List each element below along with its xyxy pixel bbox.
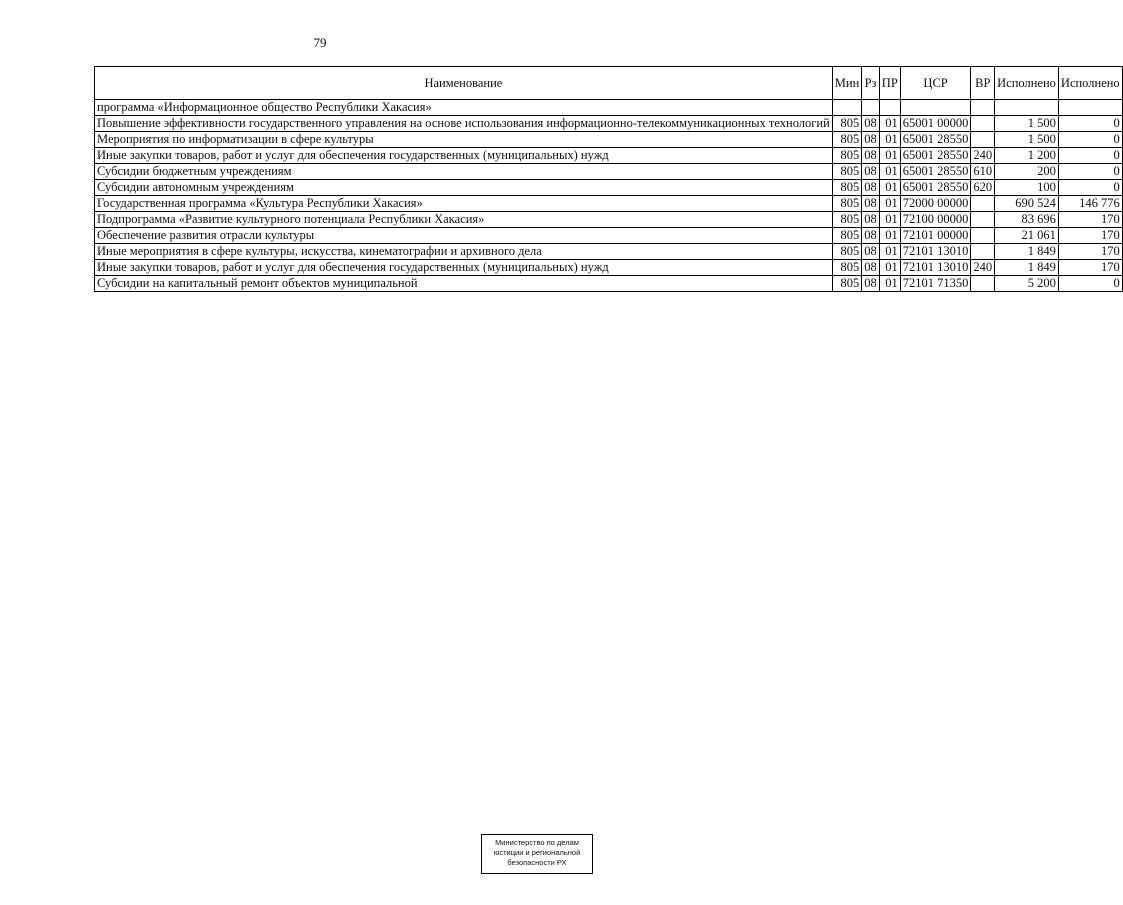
page-number: 79 [313, 35, 327, 50]
row-rz: 08 [862, 228, 880, 244]
row-pr: 01 [879, 228, 900, 244]
row-pr: 01 [879, 148, 900, 164]
row-min: 805 [832, 148, 862, 164]
row-csr: 65001 28550 [900, 148, 971, 164]
row-csr: 65001 28550 [900, 132, 971, 148]
row-exec2: 0 [1058, 148, 1122, 164]
row-csr: 72101 71350 [900, 276, 971, 292]
row-csr: 65001 00000 [900, 116, 971, 132]
col-header-vr: ВР [971, 67, 995, 100]
row-rz [862, 100, 880, 116]
row-pr: 01 [879, 260, 900, 276]
row-vr [971, 132, 995, 148]
row-min: 805 [832, 212, 862, 228]
col-header-exec1: Исполнено [995, 67, 1059, 100]
row-exec2: 146 776 [1058, 196, 1122, 212]
table-row [95, 196, 1123, 212]
row-min: 805 [832, 276, 862, 292]
table-row [95, 180, 1123, 196]
row-exec1: 1 200 [995, 148, 1059, 164]
stamp-line: Министерство по делам [495, 838, 579, 847]
row-min: 805 [832, 116, 862, 132]
col-header-name: Наименование [95, 67, 833, 100]
row-csr: 72101 13010 [900, 244, 971, 260]
row-exec1: 1 500 [995, 116, 1059, 132]
row-rz: 08 [862, 276, 880, 292]
row-vr: 240 [971, 148, 995, 164]
row-name: Иные мероприятия в сфере культуры, искусства, кинематографии и архивного дела [95, 244, 833, 260]
row-name: Обеспечение развития отрасли культуры [95, 228, 833, 244]
row-exec2: 170 [1058, 228, 1122, 244]
row-exec1: 1 849 [995, 260, 1059, 276]
table-row [95, 244, 1123, 260]
row-vr [971, 276, 995, 292]
row-name: Иные закупки товаров, работ и услуг для обеспечения государственных (муниципальных) нужд [95, 260, 833, 276]
row-exec2: 0 [1058, 180, 1122, 196]
row-exec1: 200 [995, 164, 1059, 180]
row-exec1: 1 849 [995, 244, 1059, 260]
row-csr: 65001 28550 [900, 180, 971, 196]
row-name: программа «Информационное общество Республики Хакасия» [95, 100, 833, 116]
row-rz: 08 [862, 148, 880, 164]
row-csr: 72101 13010 [900, 260, 971, 276]
row-exec1: 1 500 [995, 132, 1059, 148]
table-row [95, 212, 1123, 228]
row-rz: 08 [862, 116, 880, 132]
row-csr: 72101 00000 [900, 228, 971, 244]
row-min: 805 [832, 164, 862, 180]
row-pr: 01 [879, 180, 900, 196]
row-rz: 08 [862, 244, 880, 260]
table-row [95, 148, 1123, 164]
row-min: 805 [832, 180, 862, 196]
row-min [832, 100, 862, 116]
col-header-exec2: Исполнено [1058, 67, 1122, 100]
row-rz: 08 [862, 212, 880, 228]
row-name: Субсидии бюджетным учреждениям [95, 164, 833, 180]
row-name: Повышение эффективности государственного управления на основе использования информационно-телекоммуникационных технологий [95, 116, 833, 132]
row-name: Мероприятия по информатизации в сфере культуры [95, 132, 833, 148]
row-vr: 610 [971, 164, 995, 180]
row-vr [971, 228, 995, 244]
row-min: 805 [832, 228, 862, 244]
table-row [95, 164, 1123, 180]
row-min: 805 [832, 244, 862, 260]
row-exec1: 83 696 [995, 212, 1059, 228]
row-exec1: 5 200 [995, 276, 1059, 292]
row-vr [971, 244, 995, 260]
col-header-csr: ЦСР [900, 67, 971, 100]
row-rz: 08 [862, 260, 880, 276]
row-min: 805 [832, 260, 862, 276]
row-vr [971, 100, 995, 116]
row-exec2: 170 [1058, 212, 1122, 228]
table-row [95, 100, 1123, 116]
table-row [95, 132, 1123, 148]
row-exec1 [995, 100, 1059, 116]
row-exec1: 21 061 [995, 228, 1059, 244]
row-exec2: 0 [1058, 276, 1122, 292]
row-pr [879, 100, 900, 116]
row-exec2: 170 [1058, 244, 1122, 260]
table-row [95, 228, 1123, 244]
table-row [95, 276, 1123, 292]
row-vr: 620 [971, 180, 995, 196]
row-exec2 [1058, 100, 1122, 116]
row-rz: 08 [862, 180, 880, 196]
row-exec2: 0 [1058, 116, 1122, 132]
budget-table [94, 66, 1123, 292]
row-pr: 01 [879, 196, 900, 212]
row-pr: 01 [879, 132, 900, 148]
row-pr: 01 [879, 276, 900, 292]
row-pr: 01 [879, 116, 900, 132]
row-name: Подпрограмма «Развитие культурного потенциала Республики Хакасия» [95, 212, 833, 228]
row-vr: 240 [971, 260, 995, 276]
row-exec2: 170 [1058, 260, 1122, 276]
row-rz: 08 [862, 196, 880, 212]
row-name: Субсидии автономным учреждениям [95, 180, 833, 196]
table-header-row [95, 67, 1123, 100]
row-name: Субсидии на капитальный ремонт объектов муниципальной [95, 276, 833, 292]
stamp-line: безопасности РХ [507, 858, 567, 867]
row-pr: 01 [879, 164, 900, 180]
row-min: 805 [832, 196, 862, 212]
row-exec1: 690 524 [995, 196, 1059, 212]
row-vr [971, 212, 995, 228]
row-exec2: 0 [1058, 132, 1122, 148]
row-exec2: 0 [1058, 164, 1122, 180]
col-header-pr: ПР [879, 67, 900, 100]
row-csr [900, 100, 971, 116]
row-vr [971, 196, 995, 212]
row-pr: 01 [879, 244, 900, 260]
ministry-stamp [481, 834, 593, 874]
col-header-min: Мин [832, 67, 862, 100]
row-pr: 01 [879, 212, 900, 228]
row-rz: 08 [862, 164, 880, 180]
row-csr: 72100 00000 [900, 212, 971, 228]
table-row [95, 116, 1123, 132]
row-vr [971, 116, 995, 132]
stamp-line: юстиции и региональной [493, 848, 581, 857]
row-rz: 08 [862, 132, 880, 148]
row-csr: 72000 00000 [900, 196, 971, 212]
row-exec1: 100 [995, 180, 1059, 196]
col-header-rz: Рз [862, 67, 880, 100]
row-csr: 65001 28550 [900, 164, 971, 180]
row-min: 805 [832, 132, 862, 148]
row-name: Государственная программа «Культура Республики Хакасия» [95, 196, 833, 212]
row-name: Иные закупки товаров, работ и услуг для обеспечения государственных (муниципальных) нужд [95, 148, 833, 164]
table-row [95, 260, 1123, 276]
